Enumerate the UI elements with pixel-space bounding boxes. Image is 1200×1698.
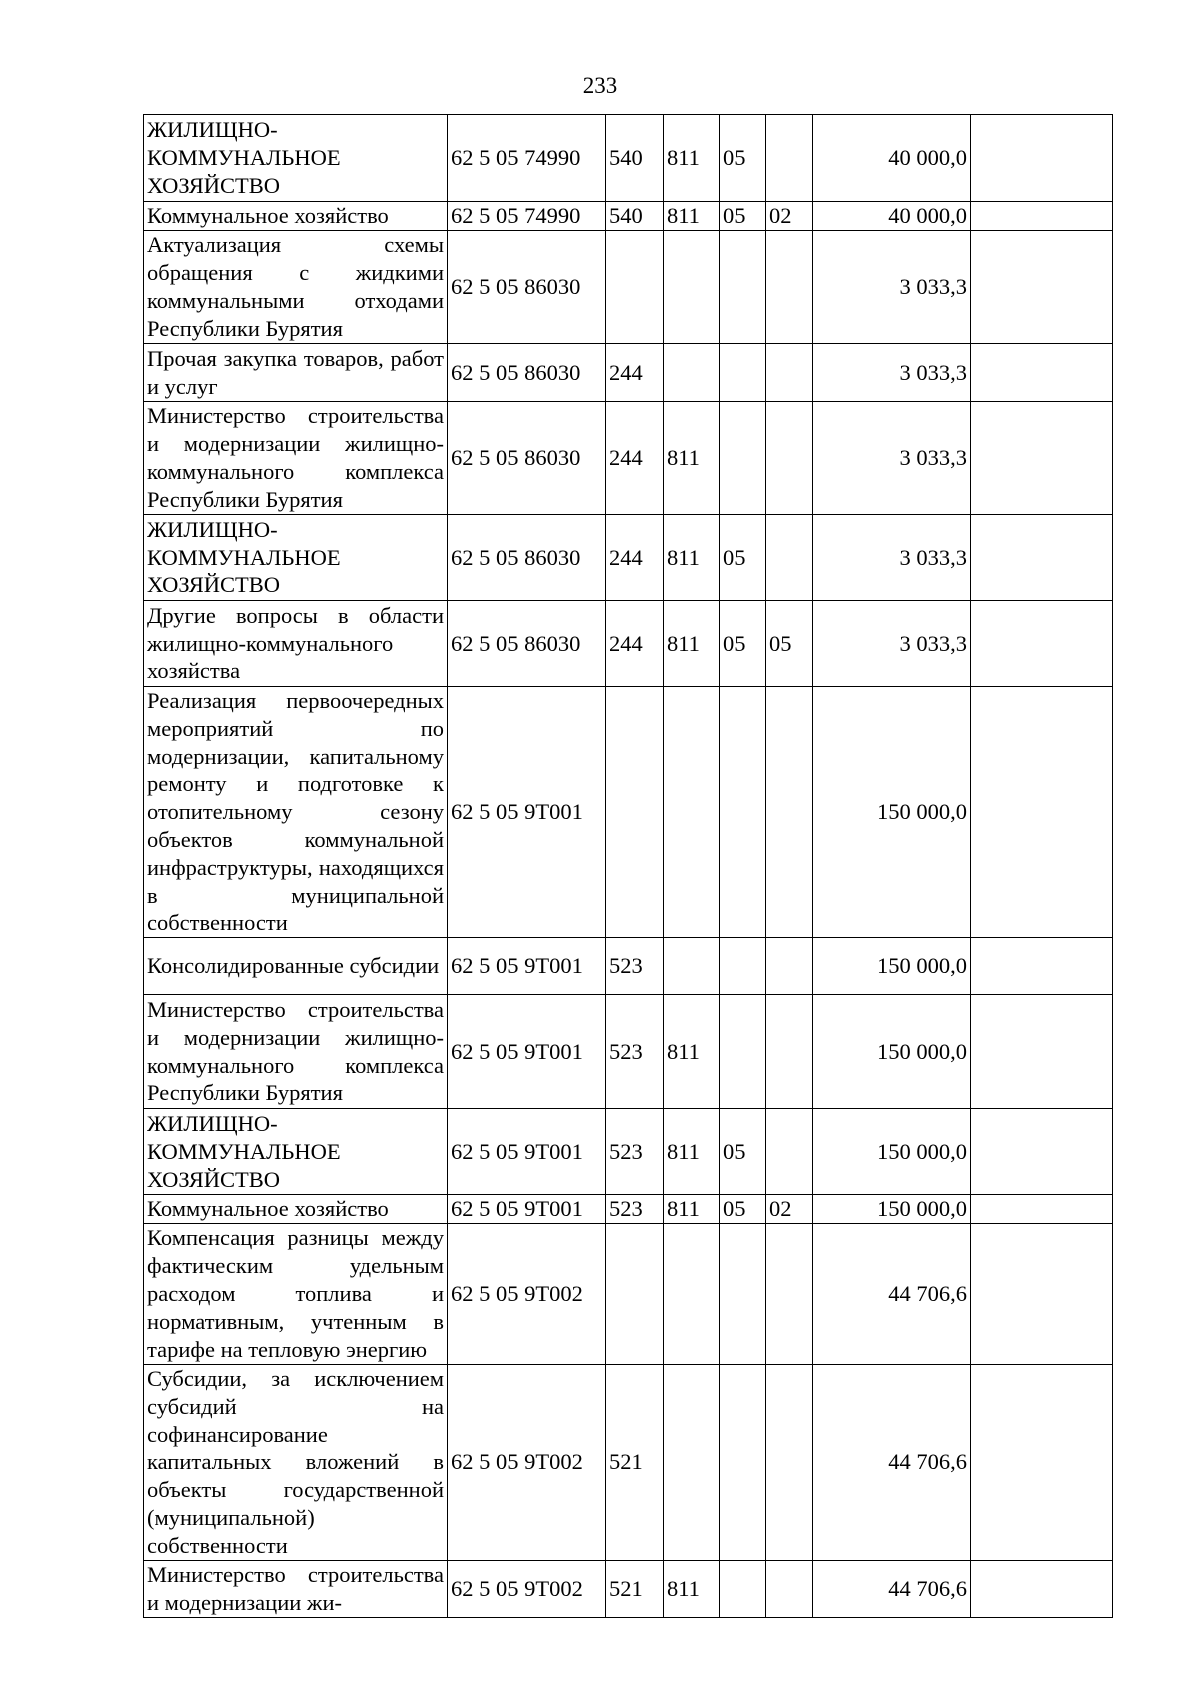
row-section: 05 (720, 601, 766, 687)
row-extra (971, 1364, 1113, 1560)
row-section (720, 687, 766, 938)
row-amount: 3 033,3 (813, 344, 971, 402)
row-extra (971, 115, 1113, 202)
row-code: 62 5 05 9Т001 (448, 938, 606, 995)
row-code: 62 5 05 9Т001 (448, 687, 606, 938)
row-name-cell (144, 231, 448, 344)
row-subsection (766, 1364, 813, 1560)
row-admin-code (664, 231, 720, 344)
row-name-cell (144, 1195, 448, 1224)
row-code: 62 5 05 74990 (448, 202, 606, 231)
row-subsection (766, 515, 813, 601)
row-name: Актуализация схемы обращения с жидкими коммунальными отходами Республики Бурятия (147, 232, 444, 341)
row-name: Министерство строительства и модернизации жилищно-коммунального комплекса Республики Бурятия (147, 403, 444, 512)
row-amount: 150 000,0 (813, 687, 971, 938)
row-admin-code: 811 (664, 402, 720, 515)
row-subsection: 02 (766, 202, 813, 231)
table-row (144, 344, 1113, 402)
row-expense-type: 244 (606, 515, 664, 601)
table-row (144, 515, 1113, 601)
row-section (720, 1223, 766, 1364)
row-amount: 150 000,0 (813, 1109, 971, 1195)
row-name-cell (144, 402, 448, 515)
row-amount: 40 000,0 (813, 115, 971, 202)
row-code: 62 5 05 86030 (448, 402, 606, 515)
row-admin-code: 811 (664, 515, 720, 601)
row-amount: 150 000,0 (813, 1195, 971, 1224)
row-expense-type: 523 (606, 1109, 664, 1195)
row-name-cell (144, 938, 448, 995)
row-name-cell (144, 115, 448, 202)
row-name: Реализация первоочередных мероприятий по модернизации, капитальному ремонту и подготовке к отопительному сезону объектов коммунальной инфраструктуры, находящихся в муниципальной собственности (147, 688, 444, 936)
row-amount: 40 000,0 (813, 202, 971, 231)
row-extra (971, 515, 1113, 601)
row-code: 62 5 05 9Т001 (448, 1195, 606, 1224)
row-admin-code: 811 (664, 601, 720, 687)
row-name: ЖИЛИЩНО-КОММУНАЛЬНОЕ ХОЗЯЙСТВО (147, 516, 341, 598)
row-amount: 3 033,3 (813, 231, 971, 344)
row-amount: 150 000,0 (813, 938, 971, 995)
row-extra (971, 938, 1113, 995)
row-subsection (766, 344, 813, 402)
row-expense-type: 540 (606, 115, 664, 202)
row-name: ЖИЛИЩНО-КОММУНАЛЬНОЕ ХОЗЯЙСТВО (147, 1110, 341, 1192)
table-row (144, 202, 1113, 231)
table-row (144, 231, 1113, 344)
row-extra (971, 1109, 1113, 1195)
row-extra (971, 1195, 1113, 1224)
table-row (144, 1560, 1113, 1617)
row-amount: 150 000,0 (813, 995, 971, 1109)
row-admin-code: 811 (664, 1560, 720, 1617)
table-row (144, 402, 1113, 515)
row-extra (971, 344, 1113, 402)
row-subsection (766, 231, 813, 344)
row-subsection (766, 938, 813, 995)
row-admin-code (664, 1364, 720, 1560)
row-admin-code: 811 (664, 995, 720, 1109)
row-code: 62 5 05 9Т001 (448, 995, 606, 1109)
row-subsection: 05 (766, 601, 813, 687)
row-expense-type: 523 (606, 995, 664, 1109)
row-name: Коммунальное хозяйство (147, 203, 389, 229)
row-code: 62 5 05 9Т002 (448, 1223, 606, 1364)
table-row (144, 1223, 1113, 1364)
row-name: Министерство строительства и модернизации жилищно-коммунального комплекса Республики Бурятия (147, 997, 444, 1106)
row-extra (971, 995, 1113, 1109)
row-amount: 44 706,6 (813, 1223, 971, 1364)
row-extra (971, 1560, 1113, 1617)
table-row (144, 687, 1113, 938)
row-expense-type: 523 (606, 938, 664, 995)
row-amount: 3 033,3 (813, 601, 971, 687)
row-section: 05 (720, 1109, 766, 1195)
row-name-cell (144, 344, 448, 402)
row-extra (971, 601, 1113, 687)
table-row (144, 1195, 1113, 1224)
row-section (720, 1364, 766, 1560)
row-admin-code (664, 938, 720, 995)
row-section: 05 (720, 1195, 766, 1224)
row-name-cell (144, 1223, 448, 1364)
row-name: Консолидированные субсидии (147, 953, 440, 979)
row-expense-type: 540 (606, 202, 664, 231)
row-code: 62 5 05 86030 (448, 601, 606, 687)
row-code: 62 5 05 9Т002 (448, 1364, 606, 1560)
row-name-cell (144, 1560, 448, 1617)
row-name-cell (144, 687, 448, 938)
row-expense-type: 244 (606, 601, 664, 687)
row-admin-code: 811 (664, 1109, 720, 1195)
row-expense-type (606, 231, 664, 344)
row-name: Субсидии, за исключением субсидий на софинансирование капитальных вложений в объекты государственной (муниципальной) собственности (147, 1365, 444, 1558)
row-expense-type: 523 (606, 1195, 664, 1224)
row-subsection (766, 687, 813, 938)
row-name: Министерство строительства и модернизации жи- (147, 1561, 444, 1615)
row-admin-code (664, 687, 720, 938)
row-extra (971, 231, 1113, 344)
row-subsection: 02 (766, 1195, 813, 1224)
row-amount: 3 033,3 (813, 515, 971, 601)
table-row (144, 601, 1113, 687)
row-code: 62 5 05 86030 (448, 231, 606, 344)
row-extra (971, 1223, 1113, 1364)
row-name: Компенсация разницы между фактическим удельным расходом топлива и нормативным, учтенным в тарифе на тепловую энергию (147, 1225, 444, 1362)
row-expense-type: 521 (606, 1560, 664, 1617)
row-code: 62 5 05 9Т002 (448, 1560, 606, 1617)
row-section: 05 (720, 202, 766, 231)
row-name-cell (144, 1364, 448, 1560)
budget-table (143, 114, 1113, 1618)
row-name: ЖИЛИЩНО-КОММУНАЛЬНОЕ ХОЗЯЙСТВО (147, 117, 341, 198)
table-row (144, 938, 1113, 995)
row-subsection (766, 995, 813, 1109)
table-row (144, 995, 1113, 1109)
row-name-cell (144, 1109, 448, 1195)
row-extra (971, 202, 1113, 231)
row-amount: 44 706,6 (813, 1560, 971, 1617)
row-amount: 44 706,6 (813, 1364, 971, 1560)
row-section (720, 344, 766, 402)
row-name-cell (144, 995, 448, 1109)
table-row (144, 1364, 1113, 1560)
row-subsection (766, 1109, 813, 1195)
row-extra (971, 402, 1113, 515)
row-expense-type (606, 1223, 664, 1364)
table-row (144, 115, 1113, 202)
row-subsection (766, 1223, 813, 1364)
row-admin-code: 811 (664, 1195, 720, 1224)
row-name-cell (144, 515, 448, 601)
page-number: 233 (582, 73, 618, 98)
row-expense-type: 244 (606, 402, 664, 515)
row-subsection (766, 115, 813, 202)
row-code: 62 5 05 9Т001 (448, 1109, 606, 1195)
row-name-cell (144, 202, 448, 231)
row-extra (971, 687, 1113, 938)
row-expense-type (606, 687, 664, 938)
row-expense-type: 521 (606, 1364, 664, 1560)
row-subsection (766, 402, 813, 515)
row-subsection (766, 1560, 813, 1617)
row-section (720, 402, 766, 515)
row-section (720, 995, 766, 1109)
table-row (144, 1109, 1113, 1195)
row-code: 62 5 05 86030 (448, 344, 606, 402)
row-code: 62 5 05 74990 (448, 115, 606, 202)
row-admin-code (664, 344, 720, 402)
row-expense-type: 244 (606, 344, 664, 402)
row-section: 05 (720, 115, 766, 202)
row-code: 62 5 05 86030 (448, 515, 606, 601)
row-section: 05 (720, 515, 766, 601)
row-section (720, 938, 766, 995)
row-name: Другие вопросы в области жилищно-коммунального хозяйства (147, 602, 444, 684)
row-admin-code: 811 (664, 202, 720, 231)
row-section (720, 231, 766, 344)
row-amount: 3 033,3 (813, 402, 971, 515)
row-admin-code (664, 1223, 720, 1364)
row-name-cell (144, 601, 448, 687)
row-name: Прочая закупка товаров, работ и услуг (147, 345, 444, 399)
row-section (720, 1560, 766, 1617)
row-admin-code: 811 (664, 115, 720, 202)
row-name: Коммунальное хозяйство (147, 1196, 389, 1222)
